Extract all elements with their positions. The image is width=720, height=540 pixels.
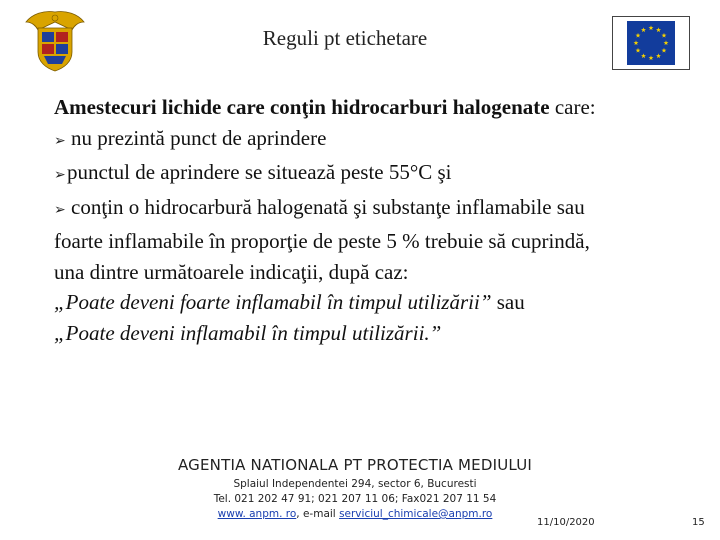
agency-name: AGENTIA NATIONALA PT PROTECTIA MEDIULUI: [177, 456, 533, 474]
agency-contact: [140, 507, 570, 522]
bullet-item: [54, 157, 694, 192]
quote-text: „Poate deveni foarte inflamabil în timpul utilizării”: [54, 290, 492, 314]
email-prefix: , e-mail: [296, 508, 340, 520]
bullet-text: punctul de aprindere se situează peste 55°C şi: [67, 160, 452, 184]
quote-suffix: sau: [491, 290, 525, 314]
slide-title: Reguli pt etichetare: [262, 26, 428, 50]
quote-line: „Poate deveni inflamabil în timpul utilizării.”: [54, 320, 442, 345]
quote-line: [54, 287, 694, 318]
bullet-text: conţin o hidrocarbură halogenată şi substanţe inflamabile sau: [71, 194, 585, 219]
continuation-line: una dintre următoarele indicaţii, după caz:: [54, 259, 409, 284]
intro-bold-text: Amestecuri lichide care conţin hidrocarburi halogenate: [54, 95, 550, 119]
page-number: 15: [692, 517, 705, 528]
bullet-arrow-icon: ➢: [54, 133, 66, 149]
slide-date: 11/10/2020: [537, 517, 595, 528]
romania-coat-of-arms-icon: [22, 8, 88, 74]
email-link[interactable]: serviciul_chimicale@anpm.ro: [339, 508, 493, 520]
bullet-item: [54, 123, 694, 158]
intro-line: [54, 92, 694, 123]
slide-body: [54, 92, 694, 348]
bullet-arrow-icon: ➢: [54, 202, 66, 218]
agency-address: Splaiul Independentei 294, sector 6, Bucuresti: [233, 478, 477, 490]
agency-phones: Tel. 021 202 47 91; 021 207 11 06; Fax021 207 11 54: [213, 493, 497, 505]
footer-agency-block: [140, 456, 570, 522]
bullet-item: [54, 192, 694, 227]
bullet-arrow-icon: ➢: [54, 168, 66, 183]
website-link[interactable]: www. anpm. ro: [217, 508, 297, 520]
continuation-line: foarte inflamabile în proporţie de peste 5 % trebuie să cuprindă,: [54, 229, 590, 253]
eu-flag-icon: [612, 16, 690, 70]
intro-rest-text: care:: [549, 95, 596, 119]
bullet-text: nu prezintă punct de aprindere: [71, 125, 327, 150]
